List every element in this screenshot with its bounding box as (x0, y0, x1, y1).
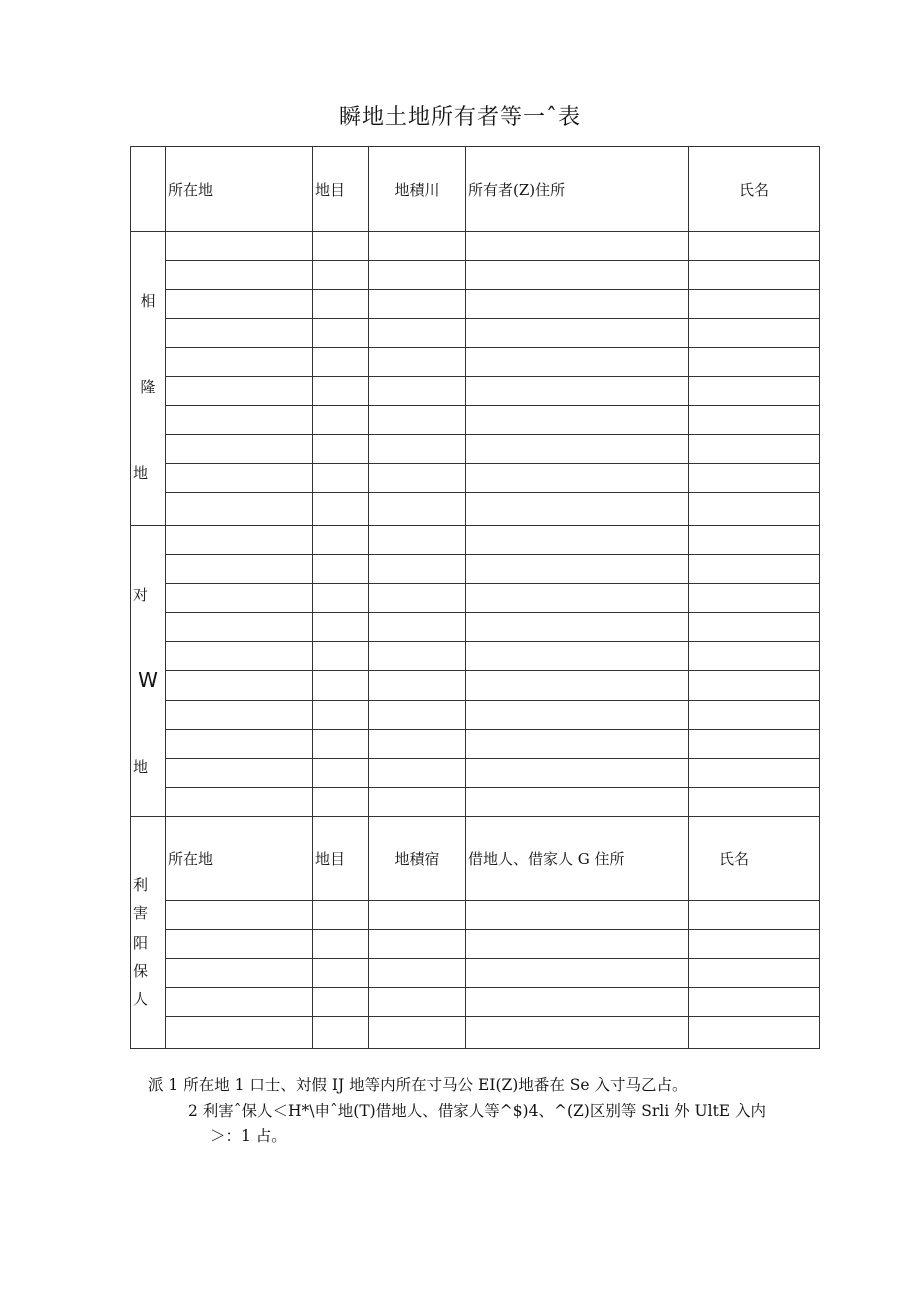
table-row (131, 584, 820, 613)
table-cell (466, 290, 689, 319)
section-char: 隆 (140, 378, 156, 396)
table-cell (166, 526, 313, 555)
section-char: 利 (133, 876, 149, 894)
table-cell (689, 930, 820, 959)
table-cell (166, 642, 313, 671)
table-cell (313, 700, 369, 729)
table-cell (689, 290, 820, 319)
table-cell (369, 493, 466, 526)
table-cell (166, 261, 313, 290)
table-cell (166, 406, 313, 435)
table-cell (313, 787, 369, 816)
table-cell (689, 671, 820, 700)
table-cell (689, 377, 820, 406)
table-row (131, 758, 820, 787)
table-cell (166, 464, 313, 493)
table-cell (166, 930, 313, 959)
section-char: 地 (133, 464, 149, 482)
table-cell (466, 671, 689, 700)
table-row (131, 493, 820, 526)
table-cell (313, 930, 369, 959)
section-label-interest (131, 817, 166, 1049)
section-char: 地 (133, 758, 149, 776)
table-row (131, 930, 820, 959)
table-cell (369, 758, 466, 787)
table-cell (466, 700, 689, 729)
table-row (131, 671, 820, 700)
table-cell (166, 1017, 313, 1049)
table-cell (166, 232, 313, 261)
table-cell (166, 377, 313, 406)
table-cell (689, 901, 820, 930)
table-cell (466, 584, 689, 613)
table-cell (466, 787, 689, 816)
section-label-adjacent (131, 232, 166, 526)
table-cell (689, 959, 820, 988)
table-row (131, 1017, 820, 1049)
table-cell (466, 988, 689, 1017)
table-cell (313, 261, 369, 290)
table-cell (689, 435, 820, 464)
owners-table (130, 146, 820, 1049)
table-header-row (131, 147, 820, 232)
table-cell (466, 1017, 689, 1049)
table-cell (369, 930, 466, 959)
table-cell (466, 319, 689, 348)
header-area: 地積宿 (369, 817, 466, 901)
header-owner-address: 所有者(Z)住所 (466, 147, 689, 232)
table-cell (466, 642, 689, 671)
table-cell (166, 787, 313, 816)
table-cell (689, 261, 820, 290)
table-cell (166, 348, 313, 377)
table-cell (689, 232, 820, 261)
footnote-2: 2 利害ˆ保人＜H*\申ˆ地(T)借地人、借家人等^$)4、^(Z)区别等 Srli 外 UltE 入内 (188, 1101, 767, 1120)
table-cell (369, 319, 466, 348)
header-tenant-address: 借地人、借家人 G 住所 (466, 817, 689, 901)
table-cell (466, 406, 689, 435)
table-cell (369, 613, 466, 642)
table-cell (466, 377, 689, 406)
table-cell (166, 901, 313, 930)
table-cell (313, 1017, 369, 1049)
table-row (131, 290, 820, 319)
table-cell (369, 959, 466, 988)
table-cell (166, 671, 313, 700)
table-row (131, 642, 820, 671)
header-blank-cell (131, 147, 166, 232)
table-cell (369, 377, 466, 406)
table-cell (166, 613, 313, 642)
table-cell (313, 729, 369, 758)
table-row (131, 232, 820, 261)
table-cell (166, 319, 313, 348)
table-cell (466, 729, 689, 758)
section-char: 保 (133, 962, 149, 980)
header-category: 地目 (313, 147, 369, 232)
table-cell (313, 526, 369, 555)
table-row (131, 435, 820, 464)
table-cell (689, 319, 820, 348)
table-cell (689, 642, 820, 671)
table-cell (313, 959, 369, 988)
table-cell (369, 406, 466, 435)
section-label-target (131, 526, 166, 817)
table-cell (166, 729, 313, 758)
table-cell (313, 348, 369, 377)
table-cell (369, 901, 466, 930)
table-row (131, 464, 820, 493)
table-cell (166, 555, 313, 584)
table-cell (689, 787, 820, 816)
footnote-1: 派 1 所在地 1 口士、対假 IJ 地等内所在寸马公 EI(Z)地番在 Se 入寸马乙占。 (148, 1076, 688, 1094)
header-name: 氏名 (689, 147, 820, 232)
table-cell (689, 493, 820, 526)
section-char: 对 (133, 586, 149, 604)
table-cell (313, 988, 369, 1017)
table-cell (466, 613, 689, 642)
table-cell (313, 758, 369, 787)
table-cell (689, 555, 820, 584)
table-cell (369, 642, 466, 671)
table-row (131, 988, 820, 1017)
table-cell (166, 493, 313, 526)
table-cell (466, 464, 689, 493)
table-cell (313, 232, 369, 261)
section-char: 相 (140, 292, 156, 310)
table-cell (466, 348, 689, 377)
table-cell (313, 319, 369, 348)
table-cell (466, 555, 689, 584)
footnotes (148, 1073, 766, 1150)
table-cell (313, 901, 369, 930)
table-cell (313, 290, 369, 319)
table-row (131, 901, 820, 930)
document-title: 瞬地土地所有者等一ˆ表 (338, 105, 581, 130)
table-cell (689, 1017, 820, 1049)
table-row (131, 700, 820, 729)
table-cell (166, 959, 313, 988)
table-cell (166, 758, 313, 787)
table-cell (369, 729, 466, 758)
table-cell (369, 464, 466, 493)
table-cell (166, 435, 313, 464)
table-row (131, 377, 820, 406)
table-cell (313, 555, 369, 584)
table-cell (313, 464, 369, 493)
table-cell (689, 613, 820, 642)
table-cell (166, 290, 313, 319)
table-cell (689, 729, 820, 758)
table-cell (466, 232, 689, 261)
table-cell (466, 959, 689, 988)
table-cell (369, 348, 466, 377)
table-header-row (131, 817, 820, 901)
section-char: W (138, 668, 158, 692)
table-cell (369, 584, 466, 613)
table-row (131, 787, 820, 816)
table-cell (689, 464, 820, 493)
table-cell (466, 493, 689, 526)
header-category: 地目 (313, 817, 369, 901)
table-cell (313, 584, 369, 613)
table-cell (466, 435, 689, 464)
table-cell (689, 406, 820, 435)
table-cell (369, 671, 466, 700)
section-char: 阳 (133, 934, 149, 952)
table-cell (166, 584, 313, 613)
table-cell (369, 435, 466, 464)
footnote-2-continued: ＞：1 占。 (210, 1127, 287, 1146)
table-cell (466, 758, 689, 787)
table-row (131, 526, 820, 555)
table-cell (369, 988, 466, 1017)
table-row (131, 319, 820, 348)
table-cell (369, 787, 466, 816)
header-area: 地積川 (369, 147, 466, 232)
table-cell (313, 406, 369, 435)
table-cell (466, 930, 689, 959)
table-cell (689, 988, 820, 1017)
table-cell (166, 988, 313, 1017)
header-location: 所在地 (166, 147, 313, 232)
table-row (131, 729, 820, 758)
table-cell (689, 700, 820, 729)
table-row (131, 959, 820, 988)
table-cell (369, 555, 466, 584)
table-cell (689, 584, 820, 613)
table-cell (369, 700, 466, 729)
table-cell (313, 493, 369, 526)
table-cell (689, 526, 820, 555)
table-row (131, 261, 820, 290)
table-cell (313, 642, 369, 671)
table-row (131, 555, 820, 584)
table-cell (689, 758, 820, 787)
table-cell (466, 526, 689, 555)
table-cell (369, 526, 466, 555)
table-cell (313, 671, 369, 700)
table-cell (689, 348, 820, 377)
header-location: 所在地 (166, 817, 313, 901)
table-cell (313, 613, 369, 642)
table-cell (313, 377, 369, 406)
table-cell (369, 1017, 466, 1049)
section-char: 人 (133, 990, 149, 1008)
header-name: 氏名 (689, 817, 820, 901)
table-cell (369, 261, 466, 290)
table-cell (313, 435, 369, 464)
table-row (131, 348, 820, 377)
table-cell (466, 261, 689, 290)
section-char: 害 (133, 904, 149, 922)
table-cell (369, 290, 466, 319)
table-cell (166, 700, 313, 729)
table-row (131, 406, 820, 435)
table-cell (369, 232, 466, 261)
table-cell (466, 901, 689, 930)
table-row (131, 613, 820, 642)
